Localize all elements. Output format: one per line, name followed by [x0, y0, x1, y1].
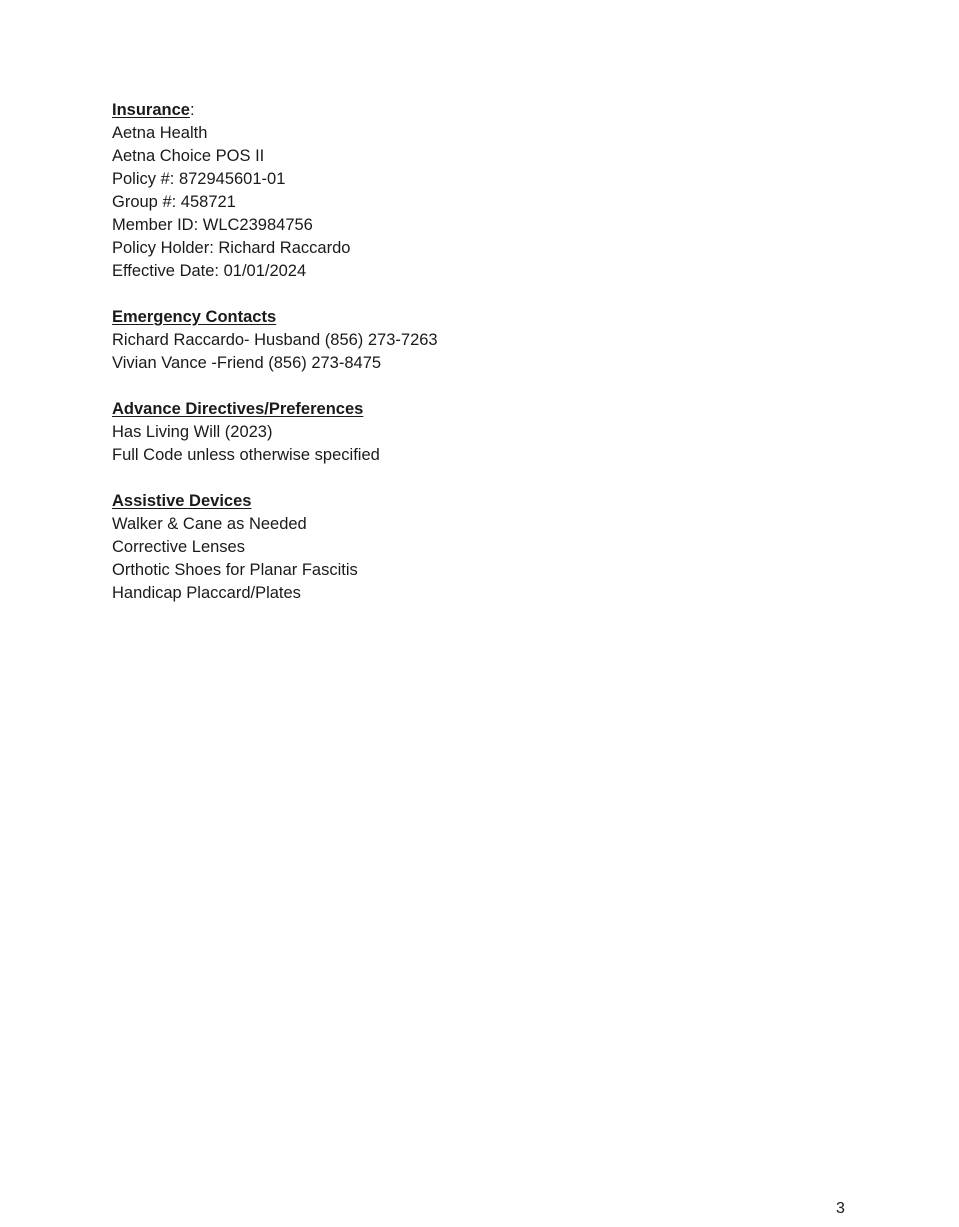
assistive-device-item: Handicap Placcard/Plates	[112, 584, 301, 602]
assistive-device-item: Walker & Cane as Needed	[112, 515, 307, 533]
insurance-heading-row	[112, 99, 872, 122]
insurance-policy-number: Policy #: 872945601-01	[112, 170, 286, 188]
emergency-contact-item: Richard Raccardo- Husband (856) 273-7263	[112, 331, 438, 349]
insurance-section	[112, 99, 872, 283]
emergency-contacts-heading: Emergency Contacts	[112, 308, 277, 326]
insurance-group-number: Group #: 458721	[112, 193, 236, 211]
emergency-contact-item: Vivian Vance -Friend (856) 273-8475	[112, 354, 382, 372]
assistive-device-item: Corrective Lenses	[112, 538, 245, 556]
page-number: 3	[836, 1200, 845, 1217]
emergency-contacts-heading-row	[112, 306, 872, 329]
assistive-device-item: Orthotic Shoes for Planar Fascitis	[112, 561, 358, 579]
insurance-effective-date: Effective Date: 01/01/2024	[112, 262, 307, 280]
insurance-provider: Aetna Health	[112, 124, 208, 142]
document-body	[112, 99, 872, 628]
assistive-devices-section	[112, 490, 872, 605]
assistive-devices-heading: Assistive Devices	[112, 492, 252, 510]
assistive-devices-heading-row	[112, 490, 872, 513]
advance-directives-heading-row	[112, 398, 872, 421]
insurance-heading: Insurance	[112, 101, 190, 119]
advance-directive-item: Has Living Will (2023)	[112, 423, 273, 441]
insurance-plan: Aetna Choice POS II	[112, 147, 265, 165]
insurance-policy-holder: Policy Holder: Richard Raccardo	[112, 239, 351, 257]
advance-directives-section	[112, 398, 872, 467]
insurance-heading-colon: :	[189, 101, 195, 119]
emergency-contacts-section	[112, 306, 872, 375]
advance-directives-heading: Advance Directives/Preferences	[112, 400, 364, 418]
advance-directive-item: Full Code unless otherwise specified	[112, 446, 380, 464]
insurance-member-id: Member ID: WLC23984756	[112, 216, 313, 234]
